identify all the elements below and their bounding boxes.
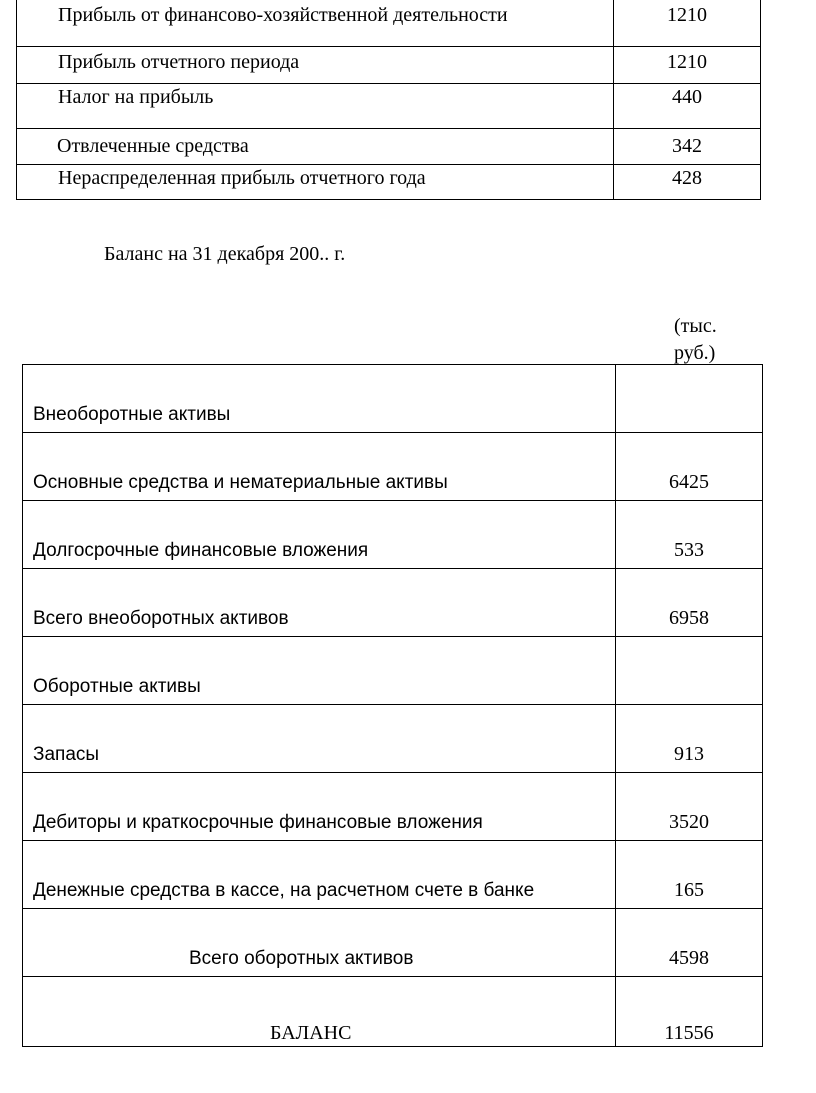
row-value: 913 bbox=[616, 705, 763, 773]
row-value: 3520 bbox=[616, 773, 763, 841]
row-value: 428 bbox=[614, 164, 761, 199]
table-row bbox=[23, 501, 763, 569]
total-value: 4598 bbox=[616, 909, 763, 977]
row-label: Долгосрочные финансовые вложения bbox=[23, 501, 616, 569]
row-label: Прибыль от финансово-хозяйственной деятельности bbox=[17, 0, 614, 46]
table-row bbox=[17, 128, 761, 164]
row-value: 440 bbox=[614, 83, 761, 128]
table-row bbox=[23, 569, 763, 637]
row-value: 1210 bbox=[614, 46, 761, 83]
units-line: (тыс. bbox=[674, 315, 717, 337]
total-label: Всего оборотных активов bbox=[23, 909, 616, 977]
grand-total-value: 11556 bbox=[616, 977, 763, 1047]
row-value: 6425 bbox=[616, 433, 763, 501]
balance-title: Баланс на 31 декабря 200.. г. bbox=[104, 243, 346, 265]
profit-table bbox=[16, 0, 761, 200]
row-label: Отвлеченные средства bbox=[17, 128, 614, 164]
table-row bbox=[23, 773, 763, 841]
table-row bbox=[23, 909, 763, 977]
row-label: Всего внеоборотных активов bbox=[23, 569, 616, 637]
section-header: Оборотные активы bbox=[23, 637, 616, 705]
table-row bbox=[23, 637, 763, 705]
row-label: Прибыль отчетного периода bbox=[17, 46, 614, 83]
balance-table bbox=[22, 364, 763, 1047]
section-header: Внеоборотные активы bbox=[23, 365, 616, 433]
row-label: Основные средства и нематериальные активы bbox=[23, 433, 616, 501]
row-value: 6958 bbox=[616, 569, 763, 637]
table-row bbox=[17, 46, 761, 83]
units-note bbox=[674, 313, 717, 367]
table-row bbox=[23, 841, 763, 909]
table-row bbox=[23, 433, 763, 501]
units-line: руб.) bbox=[674, 342, 716, 364]
table-row bbox=[17, 0, 761, 46]
row-label: Запасы bbox=[23, 705, 616, 773]
row-value: 533 bbox=[616, 501, 763, 569]
table-row bbox=[23, 365, 763, 433]
row-label: Налог на прибыль bbox=[17, 83, 614, 128]
row-label: Нераспределенная прибыль отчетного года bbox=[17, 164, 614, 199]
row-value: 165 bbox=[616, 841, 763, 909]
row-value bbox=[616, 365, 763, 433]
row-label: Дебиторы и краткосрочные финансовые вложения bbox=[23, 773, 616, 841]
row-label: Денежные средства в кассе, на расчетном счете в банке bbox=[23, 841, 616, 909]
table-row bbox=[23, 705, 763, 773]
row-value: 342 bbox=[614, 128, 761, 164]
row-value: 1210 bbox=[614, 0, 761, 46]
table-row bbox=[17, 164, 761, 199]
table-row bbox=[23, 977, 763, 1047]
table-row bbox=[17, 83, 761, 128]
row-value bbox=[616, 637, 763, 705]
grand-total-label: БАЛАНС bbox=[23, 977, 616, 1047]
